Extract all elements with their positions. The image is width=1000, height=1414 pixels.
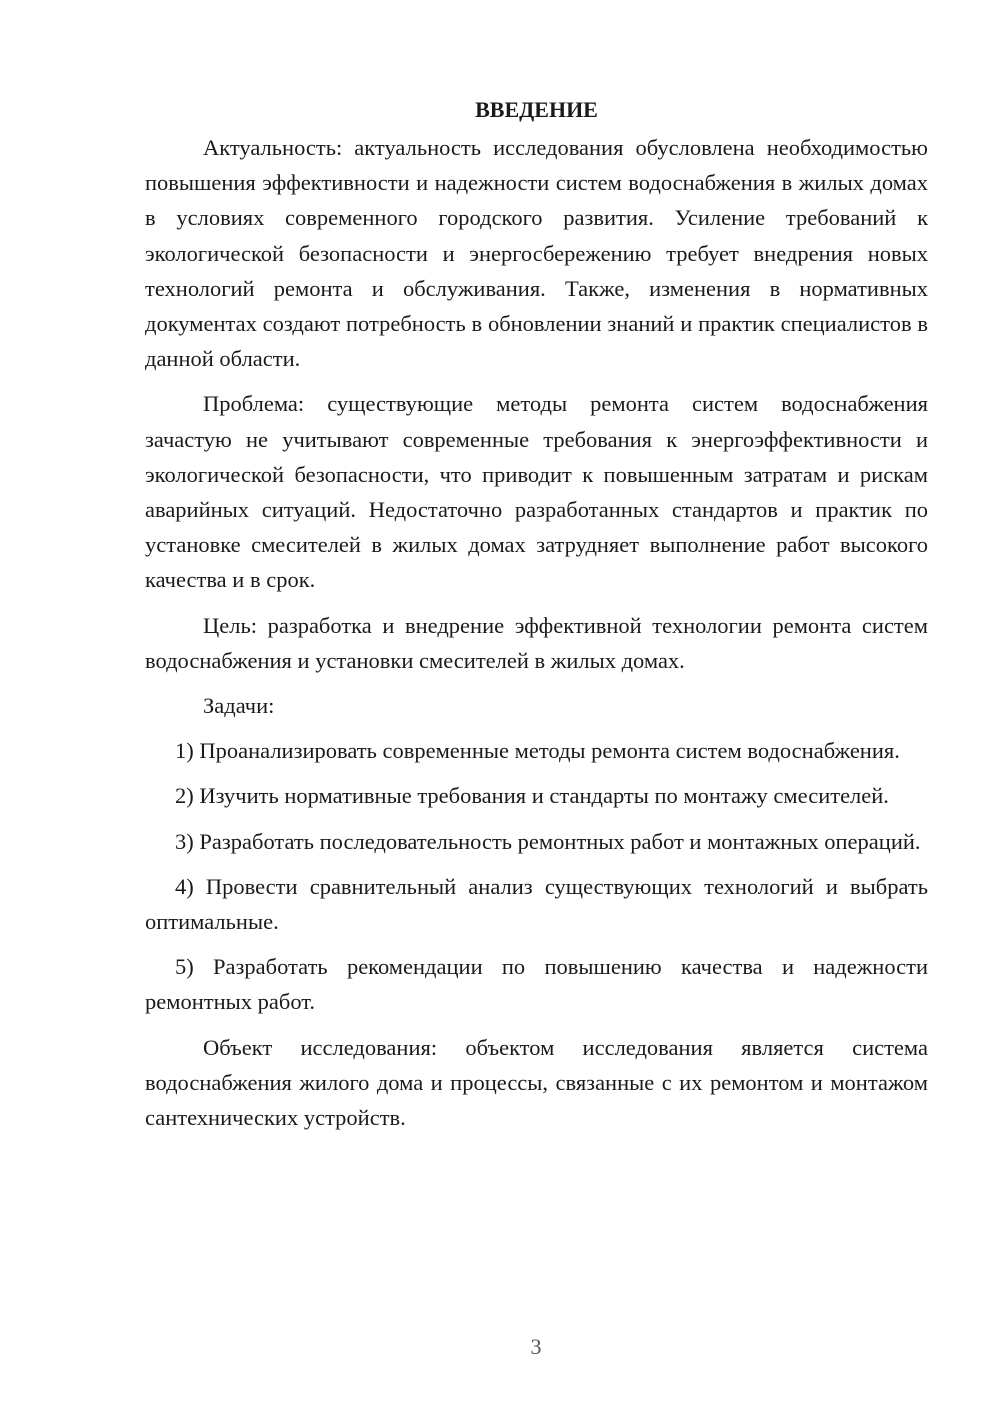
- paragraph-object: Объект исследования: объектом исследования является система водоснабжения жилого дома и процессы, связанные с их ремонтом и монтажом сантехнических устройств.: [145, 1034, 928, 1131]
- task-item-2: 2) Изучить нормативные требования и стандарты по монтажу смесителей.: [175, 783, 889, 809]
- page-title: ВВЕДЕНИЕ: [475, 97, 598, 122]
- task-item-5: 5) Разработать рекомендации по повышению качества и надежности ремонтных работ.: [145, 954, 928, 1015]
- task-item-1: 1) Проанализировать современные методы ремонта систем водоснабжения.: [175, 738, 900, 764]
- tasks-heading: Задачи:: [203, 693, 275, 719]
- page-number: 3: [530, 1334, 542, 1359]
- paragraph-goal: Цель: разработка и внедрение эффективной технологии ремонта систем водоснабжения и установки смесителей в жилых домах.: [145, 612, 928, 673]
- paragraph-problem: Проблема: существующие методы ремонта систем водоснабжения зачастую не учитывают современные требования к энергоэффективности и экологической безопасности, что приводит к повышенным затратам и рискам аварийных ситуаций. Недостаточно разработанных стандартов и практик по установке смесителей в жилых домах затрудняет выполнение работ высокого качества и в срок.: [145, 391, 928, 593]
- page-content: [145, 92, 928, 1145]
- task-item-3: 3) Разработать последовательность ремонтных работ и монтажных операций.: [175, 828, 921, 854]
- paragraph-relevance: Актуальность: актуальность исследования обусловлена необходимостью повышения эффективности и надежности систем водоснабжения в жилых домах в условиях современного городского развития. Усиление требований к экологической безопасности и энергосбережению требует внедрения новых технологий ремонта и обслуживания. Также, изменения в нормативных документах создают потребность в обновлении знаний и практик специалистов в данной области.: [145, 135, 928, 372]
- task-item-4: 4) Провести сравнительный анализ существующих технологий и выбрать оптимальные.: [145, 873, 928, 935]
